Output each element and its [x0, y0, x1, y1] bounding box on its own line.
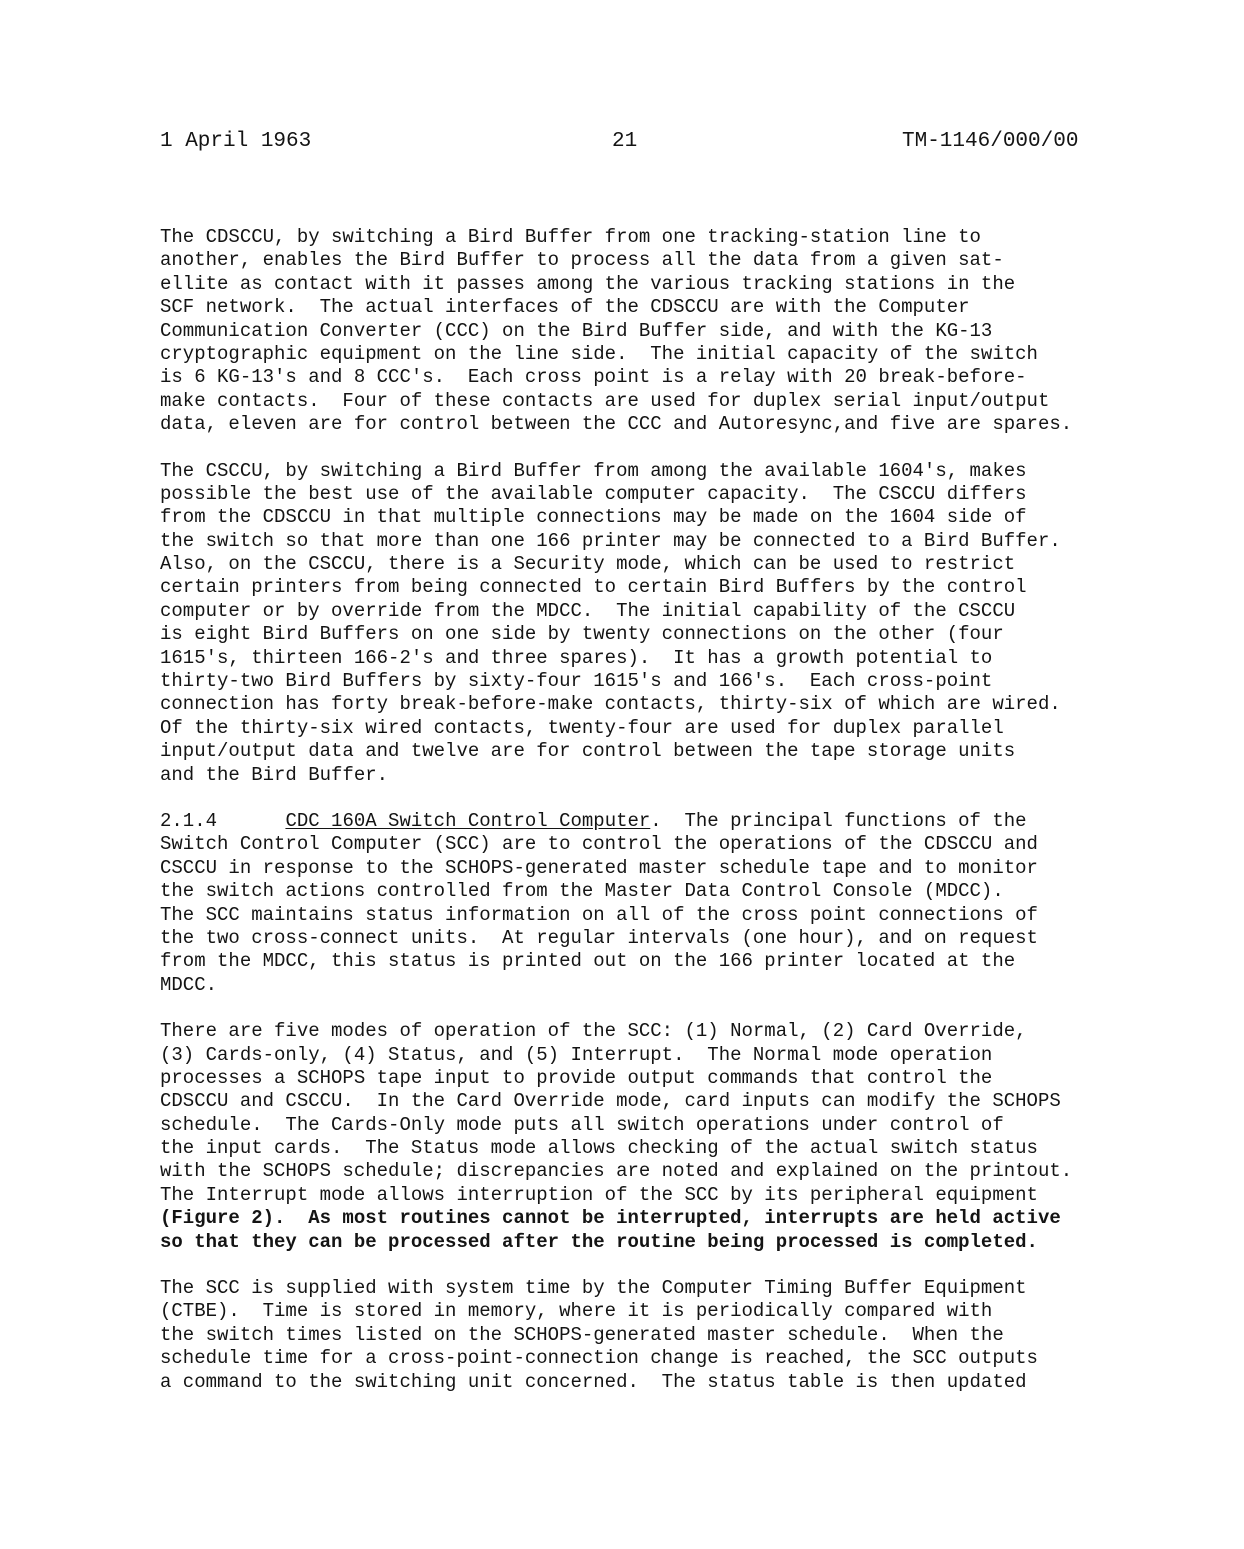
- text-line: SCF network. The actual interfaces of the CDSCCU are with the Computer: [160, 296, 970, 319]
- text-line: the input cards. The Status mode allows checking of the actual switch status: [160, 1137, 1038, 1160]
- text-line: (3) Cards-only, (4) Status, and (5) Interrupt. The Normal mode operation: [160, 1043, 993, 1066]
- paragraph-section-2-1-4: [160, 810, 1100, 997]
- text-line: The Interrupt mode allows interruption of the SCC by its peripheral equipment: [160, 1183, 1038, 1206]
- text-line: data, eleven are for control between the CCC and Autoresync,and five are spares.: [160, 413, 1073, 436]
- text-line: is 6 KG-13's and 8 CCC's. Each cross point is a relay with 20 break-before-: [160, 366, 1027, 389]
- text-line: the switch actions controlled from the Master Data Control Console (MDCC).: [160, 880, 1004, 903]
- text-line: is eight Bird Buffers on one side by twenty connections on the other (four: [160, 623, 1004, 646]
- text-line: schedule. The Cards-Only mode puts all switch operations under control of: [160, 1113, 1004, 1136]
- paragraph-scc-modes: [160, 1020, 1100, 1254]
- text-line: a command to the switching unit concerned. The status table is then updated: [160, 1370, 1027, 1393]
- text-line: schedule time for a cross-point-connection change is reached, the SCC outputs: [160, 1347, 1038, 1370]
- text-line: Of the thirty-six wired contacts, twenty-four are used for duplex parallel: [160, 716, 1004, 739]
- text-line: Also, on the CSCCU, there is a Security mode, which can be used to restrict: [160, 553, 1016, 576]
- body-text: [160, 226, 1100, 1417]
- text-line: The CSCCU, by switching a Bird Buffer from among the available 1604's, makes: [160, 459, 1027, 482]
- text-line: CSCCU in response to the SCHOPS-generated master schedule tape and to monitor: [160, 856, 1038, 879]
- text-line: The SCC is supplied with system time by the Computer Timing Buffer Equipment: [160, 1277, 1027, 1300]
- text-line: The SCC maintains status information on all of the cross point connections of: [160, 903, 1038, 926]
- text-line: the two cross-connect units. At regular intervals (one hour), and on request: [160, 926, 1038, 949]
- header-date: 1 April 1963: [160, 130, 312, 153]
- text-line: CDSCCU and CSCCU. In the Card Override mode, card inputs can modify the SCHOPS: [160, 1090, 1061, 1113]
- text-line: (CTBE). Time is stored in memory, where it is periodically compared with: [160, 1300, 993, 1323]
- section-heading-line: [160, 810, 1100, 833]
- text-line: certain printers from being connected to certain Bird Buffers by the control: [160, 576, 1027, 599]
- text-line: input/output data and twelve are for control between the tape storage units: [160, 740, 1016, 763]
- paragraph-cdsccu: [160, 226, 1100, 437]
- document-id: TM-1146/000/00: [902, 130, 1079, 153]
- text-line: another, enables the Bird Buffer to process all the data from a given sat-: [160, 249, 1004, 272]
- paragraph-csccu: [160, 460, 1100, 787]
- text-line: 1615's, thirteen 166-2's and three spares). It has a growth potential to: [160, 646, 993, 669]
- text-line: processes a SCHOPS tape input to provide output commands that control the: [160, 1066, 993, 1089]
- text-line: from the MDCC, this status is printed out on the 166 printer located at the: [160, 950, 1016, 973]
- text-line: from the CDSCCU in that multiple connections may be made on the 1604 side of: [160, 506, 1027, 529]
- text-line: make contacts. Four of these contacts are used for duplex serial input/output: [160, 389, 1050, 412]
- text-line: ellite as contact with it passes among the various tracking stations in the: [160, 272, 1016, 295]
- text-line: with the SCHOPS schedule; discrepancies are noted and explained on the printout.: [160, 1160, 1073, 1183]
- text-line: computer or by override from the MDCC. The initial capability of the CSCCU: [160, 599, 1016, 622]
- section-title: CDC 160A Switch Control Computer: [285, 809, 651, 832]
- text-line: There are five modes of operation of the SCC: (1) Normal, (2) Card Override,: [160, 1020, 1027, 1043]
- text-line-bold: (Figure 2). As most routines cannot be interrupted, interrupts are held active: [160, 1207, 1061, 1230]
- text-line: the switch so that more than one 166 printer may be connected to a Bird Buffer.: [160, 529, 1061, 552]
- text-line: possible the best use of the available computer capacity. The CSCCU differs: [160, 482, 1027, 505]
- paragraph-system-time: [160, 1277, 1100, 1394]
- page-number: 21: [612, 130, 638, 153]
- section-number: 2.1.4: [160, 809, 218, 832]
- text-line: cryptographic equipment on the line side. The initial capacity of the switch: [160, 342, 1038, 365]
- text-line: Communication Converter (CCC) on the Bird Buffer side, and with the KG-13: [160, 319, 993, 342]
- text-line: connection has forty break-before-make contacts, thirty-six of which are wired.: [160, 693, 1061, 716]
- text-line: The CDSCCU, by switching a Bird Buffer from one tracking-station line to: [160, 226, 981, 248]
- text-line: Switch Control Computer (SCC) are to control the operations of the CDSCCU and: [160, 833, 1038, 856]
- text-line-bold: so that they can be processed after the routine being processed is completed.: [160, 1230, 1038, 1253]
- text-line: MDCC.: [160, 973, 218, 996]
- section-first-line-rest: . The principal functions of the: [650, 809, 1027, 832]
- text-line: thirty-two Bird Buffers by sixty-four 1615's and 166's. Each cross-point: [160, 670, 993, 693]
- text-line: and the Bird Buffer.: [160, 763, 389, 786]
- text-line: the switch times listed on the SCHOPS-generated master schedule. When the: [160, 1323, 1004, 1346]
